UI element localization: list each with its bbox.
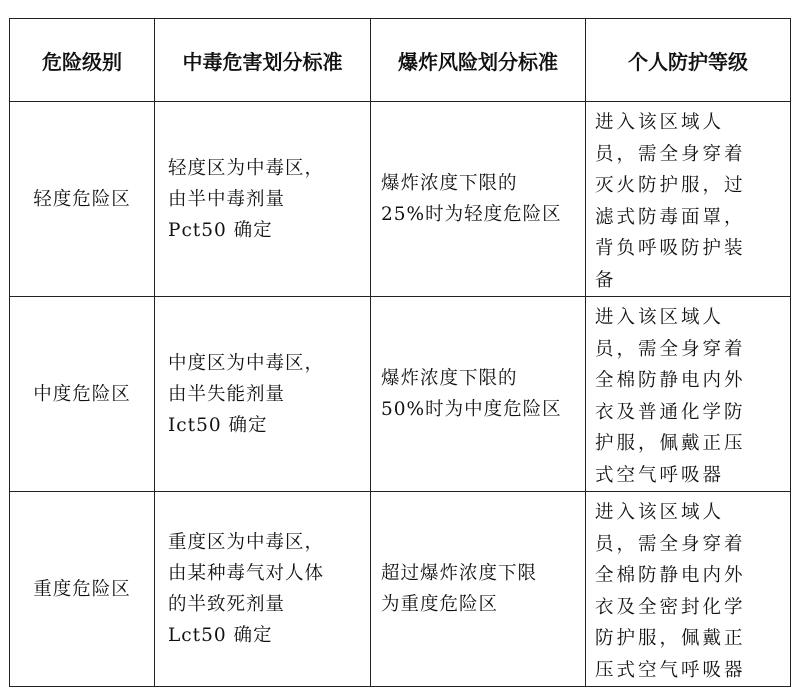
- danger-level-cell: 重度危险区: [10, 492, 155, 687]
- cell-text-line: 全棉防静电内外: [595, 370, 746, 391]
- cell-text-line: 爆炸浓度下限的: [381, 368, 518, 389]
- cell-text-line: 灭火防护服，过: [595, 175, 746, 196]
- cell-text-line: 进入该区域人: [595, 307, 725, 328]
- cell-text-line: 为重度危险区: [381, 594, 499, 615]
- hazard-zone-table: [9, 18, 791, 687]
- protection-level-cell: [586, 297, 791, 492]
- toxic-standard-cell: [155, 492, 371, 687]
- cell-text-line: Lct50 确定: [168, 625, 273, 646]
- explosion-standard-cell: [371, 297, 586, 492]
- protection-level-cell: [586, 102, 791, 297]
- cell-text-line: 由半失能剂量: [168, 383, 286, 405]
- cell-text-line: 进入该区域人: [595, 502, 725, 523]
- toxic-standard-cell: [155, 102, 371, 297]
- cell-text-line: 50%时为中度危险区: [381, 399, 562, 420]
- cell-text-line: 由某种毒气对人体: [168, 563, 325, 584]
- danger-level-cell: 轻度危险区: [10, 102, 155, 297]
- cell-text-line: 员，需全身穿着: [595, 533, 746, 555]
- cell-text-line: 超过爆炸浓度下限: [381, 563, 538, 584]
- cell-text-line: 进入该区域人: [595, 112, 725, 133]
- cell-text-line: 防护服，佩戴正: [595, 628, 746, 649]
- cell-text-line: 员，需全身穿着: [595, 143, 746, 165]
- cell-text-line: 重度区为中毒区，: [168, 532, 325, 553]
- cell-text-line: 式空气呼吸器: [595, 464, 725, 486]
- header-toxic-standard: 中毒危害划分标准: [155, 19, 371, 102]
- header-protection-level: 个人防护等级: [586, 19, 791, 102]
- cell-text-line: 衣及全密封化学: [595, 596, 746, 618]
- explosion-standard-cell: [371, 102, 586, 297]
- cell-text-line: 爆炸浓度下限的: [381, 173, 518, 194]
- cell-text-line: 中度区为中毒区，: [168, 352, 325, 374]
- cell-text-line: 员，需全身穿着: [595, 338, 746, 360]
- header-explosion-standard: 爆炸风险划分标准: [371, 19, 586, 102]
- cell-text-line: Pct50 确定: [168, 219, 273, 241]
- toxic-standard-cell: [155, 297, 371, 492]
- table-row: [10, 492, 791, 687]
- table-row: [10, 102, 791, 297]
- cell-text-line: 备: [595, 269, 617, 291]
- cell-text-line: 压式空气呼吸器: [595, 659, 746, 681]
- header-row: [10, 19, 791, 102]
- explosion-standard-cell: [371, 492, 586, 687]
- cell-text-line: 护服，佩戴正压: [595, 433, 746, 454]
- cell-text-line: 全棉防静电内外: [595, 565, 746, 586]
- cell-text-line: 的半致死剂量: [168, 594, 286, 615]
- cell-text-line: 衣及普通化学防: [595, 401, 746, 423]
- protection-level-cell: [586, 492, 791, 687]
- header-danger-level: 危险级别: [10, 19, 155, 102]
- cell-text-line: 由半中毒剂量: [168, 188, 286, 210]
- cell-text-line: 25%时为轻度危险区: [381, 204, 562, 225]
- danger-level-cell: 中度危险区: [10, 297, 155, 492]
- cell-text-line: 背负呼吸防护装: [595, 238, 746, 259]
- cell-text-line: 轻度区为中毒区，: [168, 157, 325, 179]
- cell-text-line: 滤式防毒面罩，: [595, 206, 746, 228]
- cell-text-line: Ict50 确定: [168, 414, 268, 436]
- table-row: [10, 297, 791, 492]
